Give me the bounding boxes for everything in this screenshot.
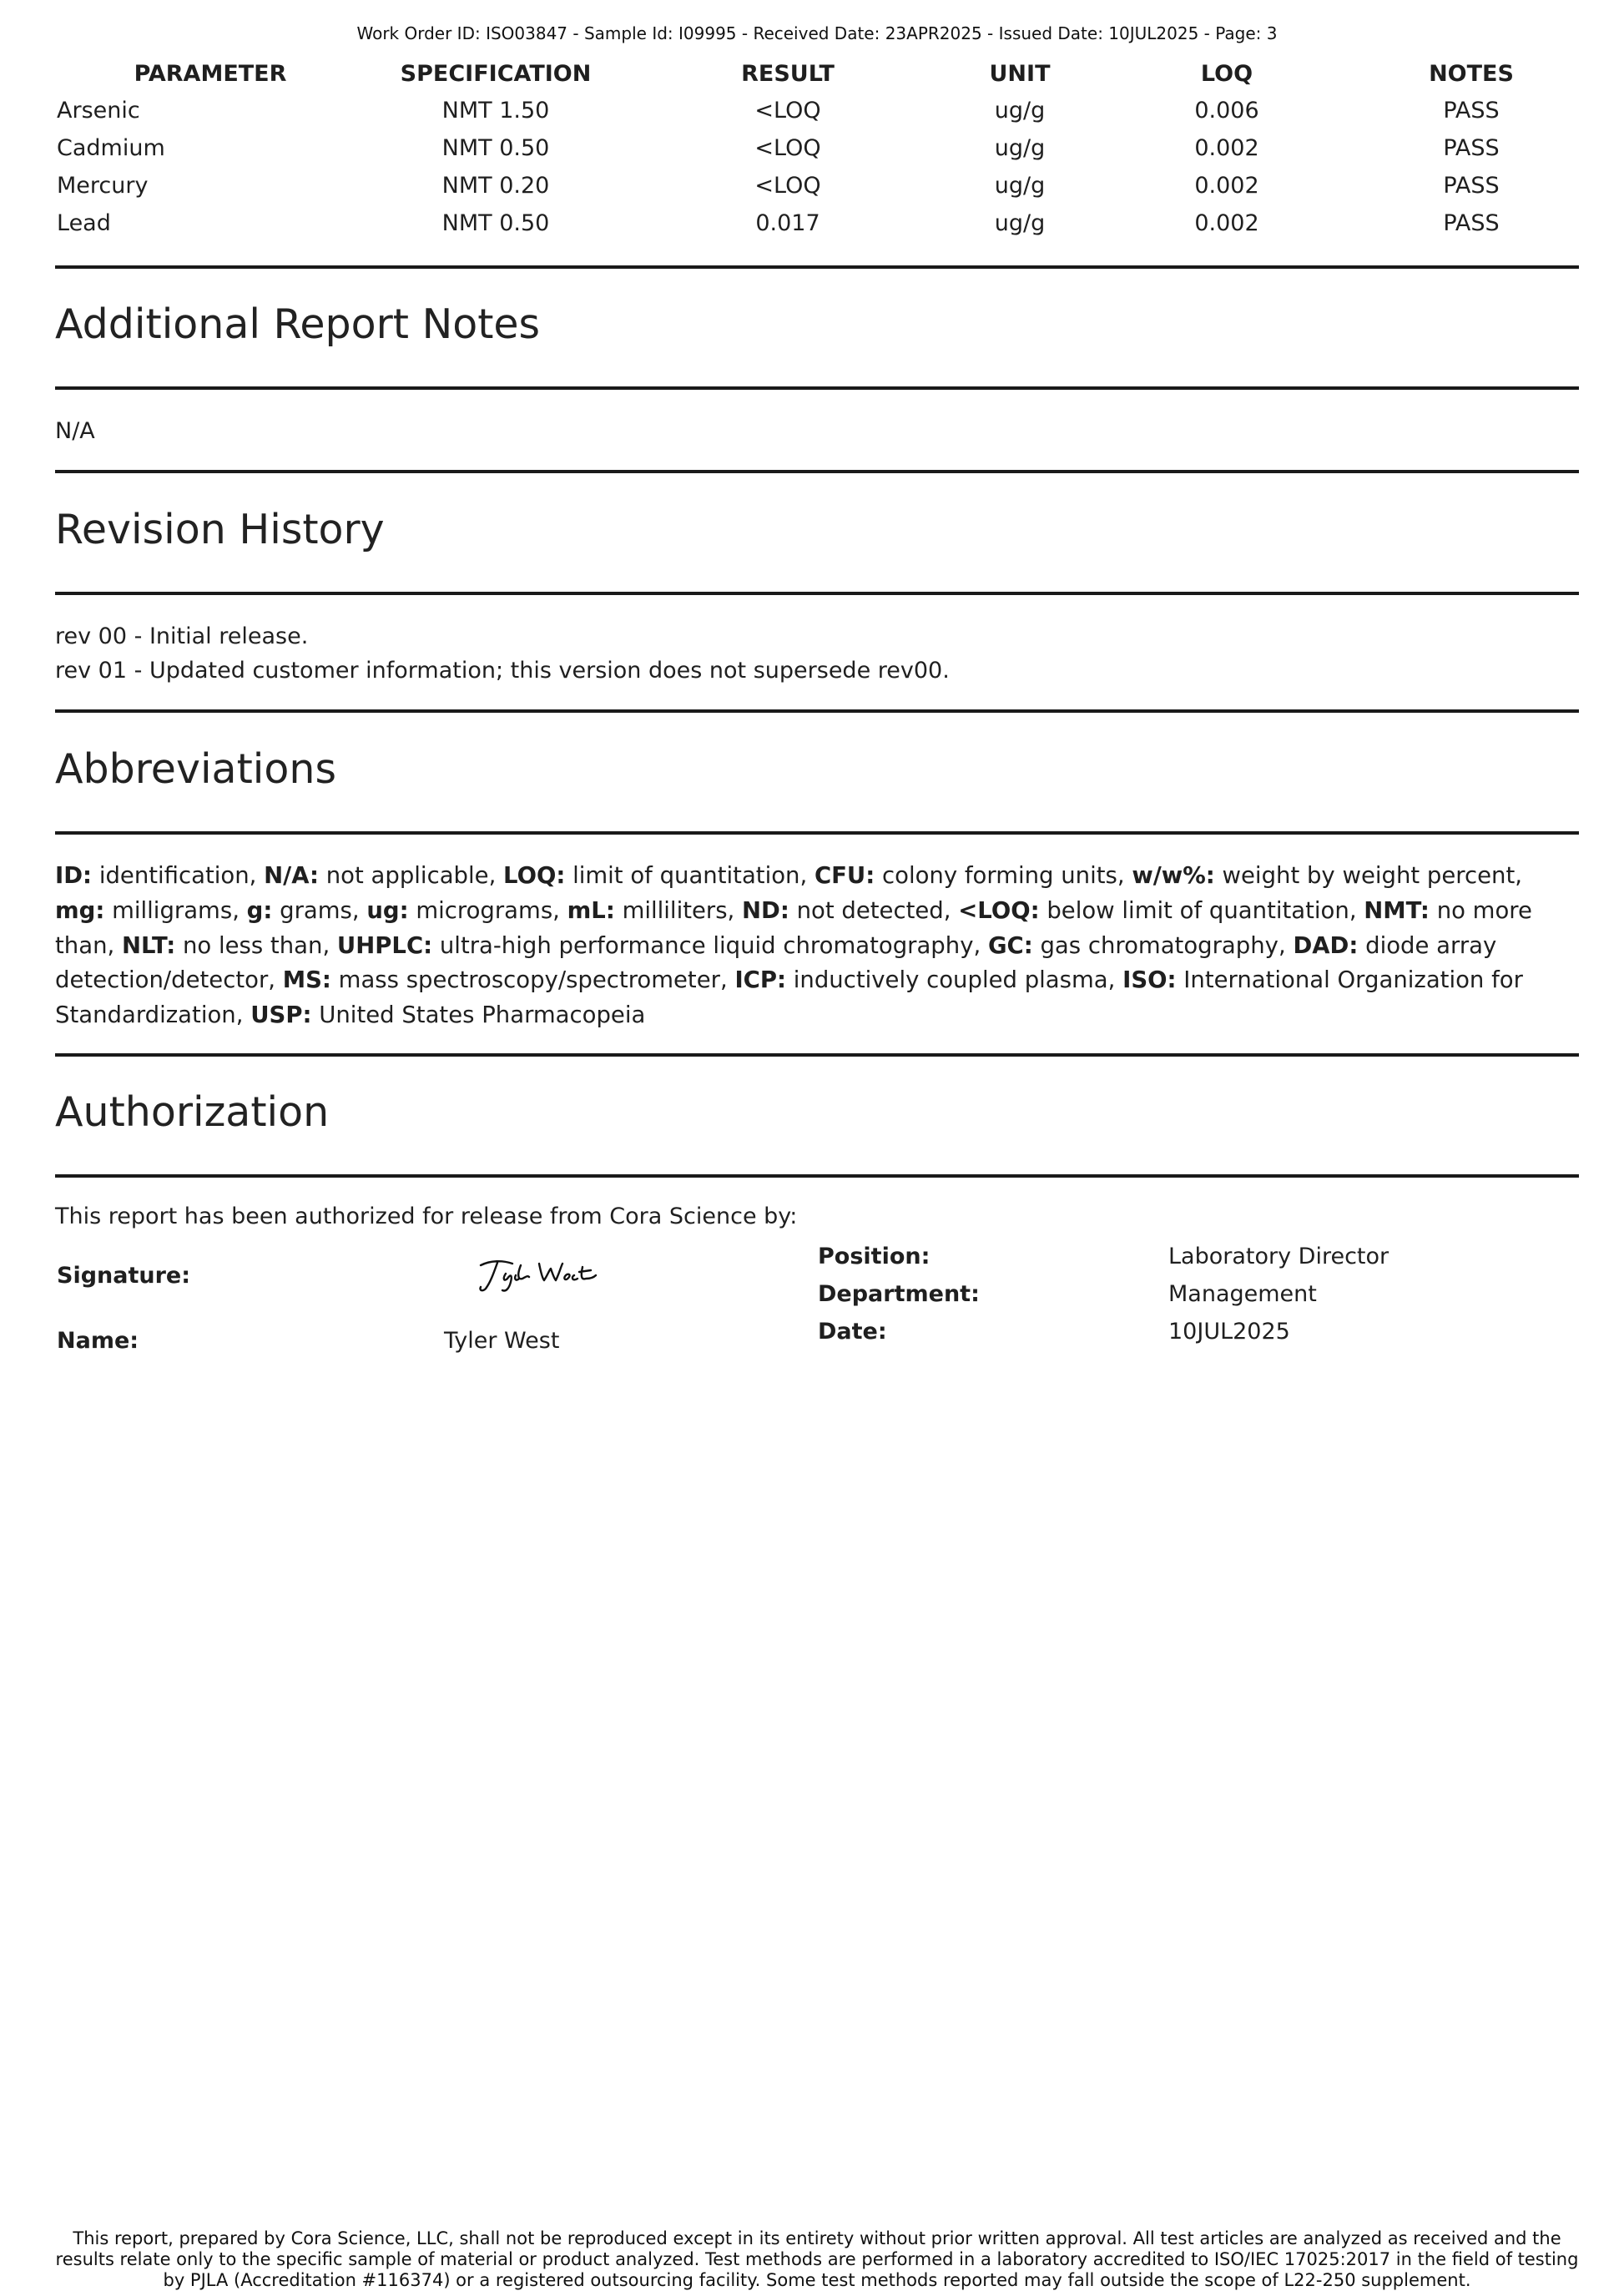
table-cell: Mercury — [57, 173, 149, 199]
abbreviation-term: CFU: — [814, 862, 875, 889]
abbreviation-term: N/A: — [264, 862, 319, 889]
abbreviation-term: NLT: — [121, 931, 176, 959]
abbreviation-definition: mass spectroscopy/spectrometer — [338, 966, 720, 994]
table-cell: PASS — [1443, 135, 1500, 161]
abbreviation-term: ID: — [55, 862, 93, 889]
column-header: SPECIFICATION — [400, 60, 592, 87]
abbreviation-item — [55, 897, 232, 924]
abbreviation-definition: identification — [98, 862, 250, 889]
footer-line: results relate only to the specific sample of material or product analyzed. Test methods are performed in a laboratory accredited to ISO/IEC 17025:2017 in the field of testing — [55, 2249, 1579, 2269]
section-divider — [55, 1174, 1579, 1178]
abbreviation-item — [958, 897, 1349, 924]
table-cell: NMT 1.50 — [441, 98, 550, 124]
results-table — [55, 55, 1579, 242]
abbreviation-item — [250, 1002, 645, 1028]
table-row — [55, 204, 1579, 242]
footer-line: by PJLA (Accreditation #116374) or a registered outsourcing facility. Some test methods reported may fall outside the scope of L22-250 supplement. — [163, 2270, 1471, 2290]
section-divider — [55, 265, 1579, 269]
table-cell: 0.002 — [1194, 210, 1259, 236]
abbreviation-item — [337, 932, 974, 959]
table-cell: 0.017 — [755, 210, 820, 236]
revision-history-title: Revision History — [55, 506, 385, 553]
table-cell: ug/g — [994, 135, 1046, 161]
department-value: Management — [1168, 1281, 1317, 1307]
footer-disclaimer — [55, 2228, 1579, 2291]
signature-image — [469, 1254, 603, 1295]
abbreviation-item — [503, 862, 799, 889]
abbreviation-term: NMT: — [1364, 896, 1430, 924]
table-cell: NMT 0.50 — [441, 135, 550, 161]
abbreviation-term: ug: — [366, 896, 409, 924]
abbreviation-definition: not applicable — [325, 862, 489, 889]
abbreviations-title: Abbreviations — [55, 745, 336, 793]
abbreviation-definition: gas chromatography — [1040, 931, 1279, 959]
abbreviation-definition: milliliters — [622, 896, 728, 924]
abbreviation-item — [264, 862, 488, 889]
abbreviation-term: g: — [246, 896, 273, 924]
abbreviation-item — [283, 966, 720, 993]
abbreviation-item — [988, 932, 1279, 959]
section-divider — [55, 592, 1579, 595]
abbreviation-item — [742, 897, 944, 924]
abbreviation-definition: ultra-high performance liquid chromatography — [439, 931, 974, 959]
table-row — [55, 167, 1579, 204]
section-divider — [55, 709, 1579, 713]
abbreviation-definition: below limit of quantitation — [1047, 896, 1349, 924]
abbreviation-term: DAD: — [1293, 931, 1359, 959]
column-header: LOQ — [1200, 60, 1253, 87]
abbreviation-item — [734, 966, 1107, 993]
table-header-row — [55, 55, 1579, 92]
table-cell: NMT 0.20 — [441, 173, 550, 199]
abbreviation-definition: International Organization for Standardization — [55, 966, 1523, 1029]
table-cell: 0.002 — [1194, 135, 1259, 161]
abbreviations-list: ID: identification, N/A: not applicable, LOQ: limit of quantitation, CFU: colony forming units, w/w%: weight by weight percent, mg: milligrams, g: grams, ug: micrograms, mL: milliliters, ND: not detected, <LOQ: below limit of quantitation, NMT: no more than, NLT: no less than, UHPLC: ultra-high performance liquid chromatography, GC: gas chromatography, DAD: diode array detection/detector, MS: mass spectroscopy/spectrometer, ICP: inductively coupled plasma, ISO: International Organization for Standardization, USP: United States Pharmacopeia — [55, 862, 1532, 1029]
abbreviation-term: UHPLC: — [336, 931, 433, 959]
abbreviation-definition: limit of quantitation — [572, 862, 800, 889]
date-value: 10JUL2025 — [1168, 1319, 1290, 1345]
abbreviation-term: ICP: — [734, 966, 787, 994]
abbreviation-definition: not detected — [796, 896, 944, 924]
authorization-intro: This report has been authorized for release from Cora Science by: — [55, 1204, 798, 1229]
abbreviation-definition: colony forming units — [882, 862, 1117, 889]
abbreviation-definition: weight by weight percent — [1222, 862, 1516, 889]
abbreviation-term: ISO: — [1122, 966, 1177, 994]
department-label: Department: — [818, 1281, 980, 1307]
section-divider — [55, 1053, 1579, 1057]
section-divider — [55, 831, 1579, 835]
column-header: RESULT — [741, 60, 835, 87]
name-value: Tyler West — [444, 1328, 560, 1354]
name-label: Name: — [57, 1328, 139, 1354]
abbreviation-definition: micrograms — [416, 896, 553, 924]
table-cell: PASS — [1443, 210, 1500, 236]
section-divider — [55, 470, 1579, 473]
abbreviation-definition: inductively coupled plasma — [793, 966, 1108, 994]
abbreviation-term: GC: — [987, 931, 1033, 959]
table-cell: Lead — [57, 210, 111, 236]
abbreviation-item — [55, 862, 250, 889]
table-row — [55, 92, 1579, 129]
revision-entry: rev 00 - Initial release. — [55, 623, 309, 649]
table-cell: ug/g — [994, 98, 1046, 124]
table-cell: PASS — [1443, 98, 1500, 124]
signature-label: Signature: — [57, 1263, 191, 1289]
table-cell: NMT 0.50 — [441, 210, 550, 236]
table-cell: 0.002 — [1194, 173, 1259, 199]
table-cell: Cadmium — [57, 135, 165, 161]
date-label: Date: — [818, 1319, 887, 1345]
section-divider — [55, 386, 1579, 390]
table-cell: PASS — [1443, 173, 1500, 199]
column-header: NOTES — [1429, 60, 1514, 87]
abbreviation-term: w/w%: — [1132, 862, 1215, 889]
abbreviation-term: ND: — [742, 896, 789, 924]
page-header: Work Order ID: ISO03847 - Sample Id: I09995 - Received Date: 23APR2025 - Issued Date: 10JUL2025 - Page: 3 — [356, 23, 1278, 43]
abbreviation-item — [815, 862, 1117, 889]
table-cell: Arsenic — [57, 98, 140, 124]
column-header: PARAMETER — [134, 60, 287, 87]
additional-notes-title: Additional Report Notes — [55, 300, 541, 348]
table-cell: ug/g — [994, 210, 1046, 236]
abbreviation-term: <LOQ: — [958, 896, 1040, 924]
abbreviation-definition: United States Pharmacopeia — [319, 1002, 646, 1029]
footer-line: This report, prepared by Cora Science, LLC, shall not be reproduced except in its entirety without prior written approval. All test articles are analyzed as received and the — [73, 2228, 1561, 2248]
table-cell: 0.006 — [1194, 98, 1259, 124]
position-label: Position: — [818, 1244, 931, 1269]
authorization-title: Authorization — [55, 1088, 330, 1136]
abbreviation-definition: grams — [280, 896, 352, 924]
abbreviation-definition: no less than — [182, 931, 323, 959]
table-cell: <LOQ — [754, 98, 821, 124]
abbreviation-term: LOQ: — [503, 862, 566, 889]
position-value: Laboratory Director — [1168, 1244, 1389, 1269]
abbreviation-item — [122, 932, 322, 959]
abbreviation-item — [567, 897, 728, 924]
abbreviation-item — [1132, 862, 1515, 889]
revision-entry: rev 01 - Updated customer information; this version does not supersede rev00. — [55, 658, 950, 684]
abbreviation-definition: no more than — [55, 896, 1532, 959]
table-cell: ug/g — [994, 173, 1046, 199]
abbreviation-term: mL: — [567, 896, 615, 924]
table-row — [55, 129, 1579, 167]
table-cell: <LOQ — [754, 173, 821, 199]
column-header: UNIT — [989, 60, 1051, 87]
abbreviation-term: mg: — [55, 896, 105, 924]
abbreviation-term: USP: — [250, 1002, 312, 1029]
additional-notes-text: N/A — [55, 418, 95, 444]
abbreviation-definition: milligrams — [112, 896, 233, 924]
table-cell: <LOQ — [754, 135, 821, 161]
abbreviation-item — [366, 897, 552, 924]
abbreviation-item — [247, 897, 352, 924]
abbreviation-definition: diode array detection/detector — [55, 931, 1497, 994]
abbreviation-term: MS: — [282, 966, 331, 994]
